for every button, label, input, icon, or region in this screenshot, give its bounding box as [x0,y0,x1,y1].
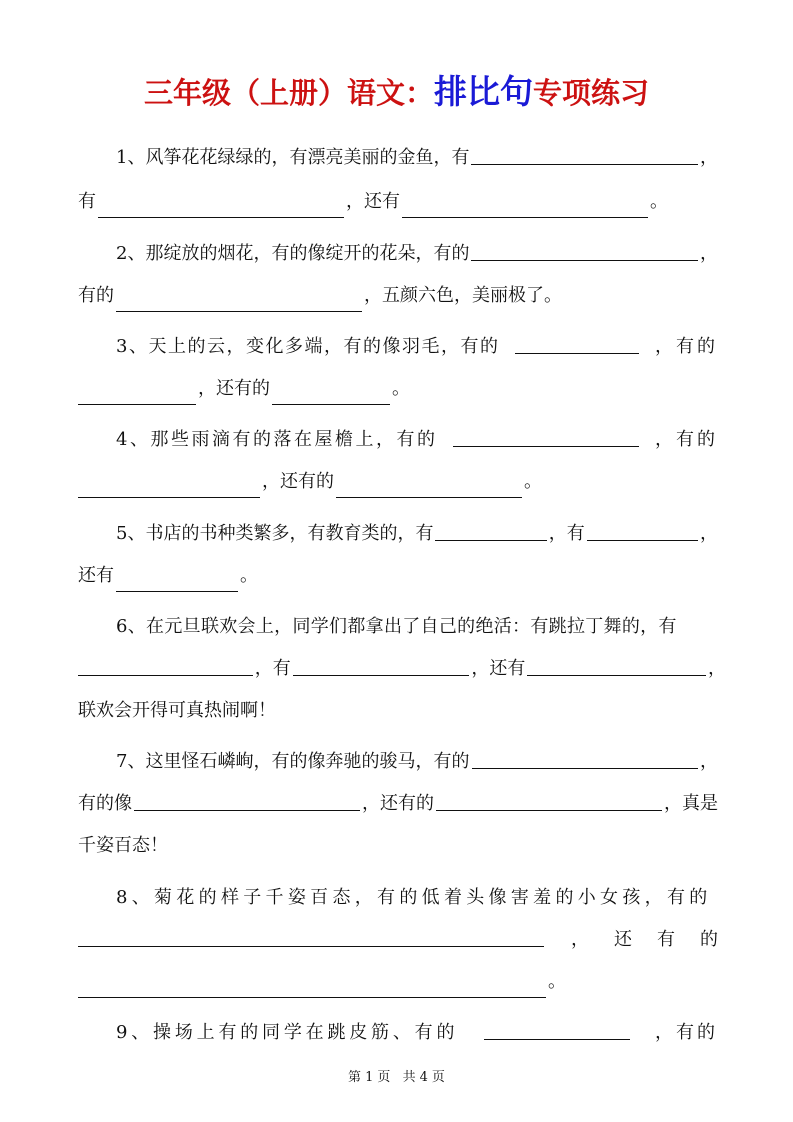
q3-end: 。 [392,378,410,399]
q8-line1 [78,882,718,914]
q8-line2 [78,924,718,956]
title-part1: 三年级（上册）语文： [143,76,434,110]
q4-text3: ，还有的 [262,471,334,492]
q4-text: 4、那些雨滴有的落在屋檐上，有的 [116,429,438,450]
footer-label-4: 页 [431,1070,445,1085]
q1-line1 [78,142,718,174]
q6-text3: ，还有 [471,658,526,679]
q4-blank1[interactable] [453,424,639,447]
q7-text3: ，还有的 [362,793,434,814]
q4-text2: ，有的 [654,429,718,450]
q6-line2 [78,653,726,685]
q6-line1 [78,611,718,643]
q3-text: 3、天上的云，变化多端，有的像羽毛，有的 [116,336,500,357]
q3-text2: ，有的 [654,336,718,357]
q6-text2: ，有 [254,658,291,679]
q8-punct: ， [571,929,589,950]
q2-text: 2、那绽放的烟花，有的像绽开的花朵，有的 [116,243,470,264]
q1-punct: ， [700,147,718,168]
q5-line1 [78,518,718,550]
q4-line1 [78,424,718,456]
q3-blank1[interactable] [515,331,639,354]
q9-line1 [78,1017,718,1049]
q3-blank2[interactable] [78,382,196,405]
q5-line2 [78,560,718,592]
q2-blank2[interactable] [116,289,362,312]
q9-text2: ，有的 [654,1022,718,1043]
q9-blank1[interactable] [484,1017,630,1040]
q7-blank3[interactable] [436,788,662,811]
q2-line2 [78,280,718,312]
q6-text: 6、在元旦联欢会上，同学们都拿出了自己的绝活：有跳拉丁舞的，有 [116,616,677,637]
q8-text2: 还 [614,929,632,950]
q8-text4: 的 [700,929,718,950]
q8-blank1[interactable] [78,924,544,947]
q9-text: 9、操场上有的同学在跳皮筋、有的 [116,1022,459,1043]
q7-line3 [78,830,718,862]
q1-end: 。 [650,191,668,212]
footer-label-1: 第 [348,1070,362,1085]
q2-line1 [78,238,718,270]
q7-text: 7、这里怪石嶙峋，有的像奔驰的骏马，有的 [116,751,470,772]
q4-blank3[interactable] [336,475,522,498]
q8-text: 8、菊花的样子千姿百态，有的低着头像害羞的小女孩，有的 [116,887,712,908]
q8-text3: 有 [657,929,675,950]
q1-blank1[interactable] [471,142,698,165]
q1-text2: 有 [78,191,96,212]
q2-blank1[interactable] [471,238,698,261]
q3-line2 [78,373,718,405]
page-footer [0,1066,793,1085]
q3-blank3[interactable] [272,382,390,405]
footer-page-number: 1 [365,1070,374,1085]
q1-text3: ，还有 [346,191,400,212]
q7-text4: ，真是 [664,793,718,814]
q7-end: 千姿百态！ [78,835,168,856]
q1-blank3[interactable] [402,195,648,218]
q5-end: 。 [240,565,258,586]
q5-blank2[interactable] [587,518,698,541]
q5-text3: 还有 [78,565,114,586]
footer-label-2: 页 [377,1070,391,1085]
q2-punct: ， [700,243,718,264]
q4-end: 。 [524,471,542,492]
page-title [0,66,793,113]
q5-punct: ， [699,523,718,544]
q5-text: 5、书店的书种类繁多，有教育类的，有 [116,523,434,544]
q6-blank3[interactable] [527,653,706,676]
footer-total-pages: 4 [419,1070,428,1085]
q5-text2: ，有 [548,523,585,544]
q4-blank2[interactable] [78,475,260,498]
q6-blank2[interactable] [293,653,470,676]
q7-line1 [78,746,718,778]
q6-end: 联欢会开得可真热闹啊！ [78,700,276,721]
q5-blank3[interactable] [116,569,238,592]
q7-text2: 有的像 [78,793,132,814]
q3-line1 [78,331,718,363]
q2-text2: 有的 [78,285,114,306]
q1-blank2[interactable] [98,195,344,218]
q8-line3 [78,966,718,998]
q6-blank1[interactable] [78,653,253,676]
q5-blank1[interactable] [435,518,546,541]
q7-line2 [78,788,718,820]
title-keyword: 排比句 [434,72,533,111]
q8-blank2[interactable] [78,975,546,998]
q6-punct: ， [708,658,727,679]
q6-line3 [78,695,718,727]
q7-blank1[interactable] [472,746,698,769]
footer-label-3: 共 [402,1070,416,1085]
q7-punct: ， [699,751,718,772]
q7-blank2[interactable] [134,788,360,811]
q1-line2 [78,186,718,218]
q1-text: 1、风筝花花绿绿的，有漂亮美丽的金鱼，有 [116,147,470,168]
q4-line2 [78,466,718,498]
q3-text3: ，还有的 [198,378,270,399]
q8-end: 。 [548,971,566,992]
title-part3: 专项练习 [533,76,650,110]
q2-text3: ，五颜六色，美丽极了。 [364,285,562,306]
